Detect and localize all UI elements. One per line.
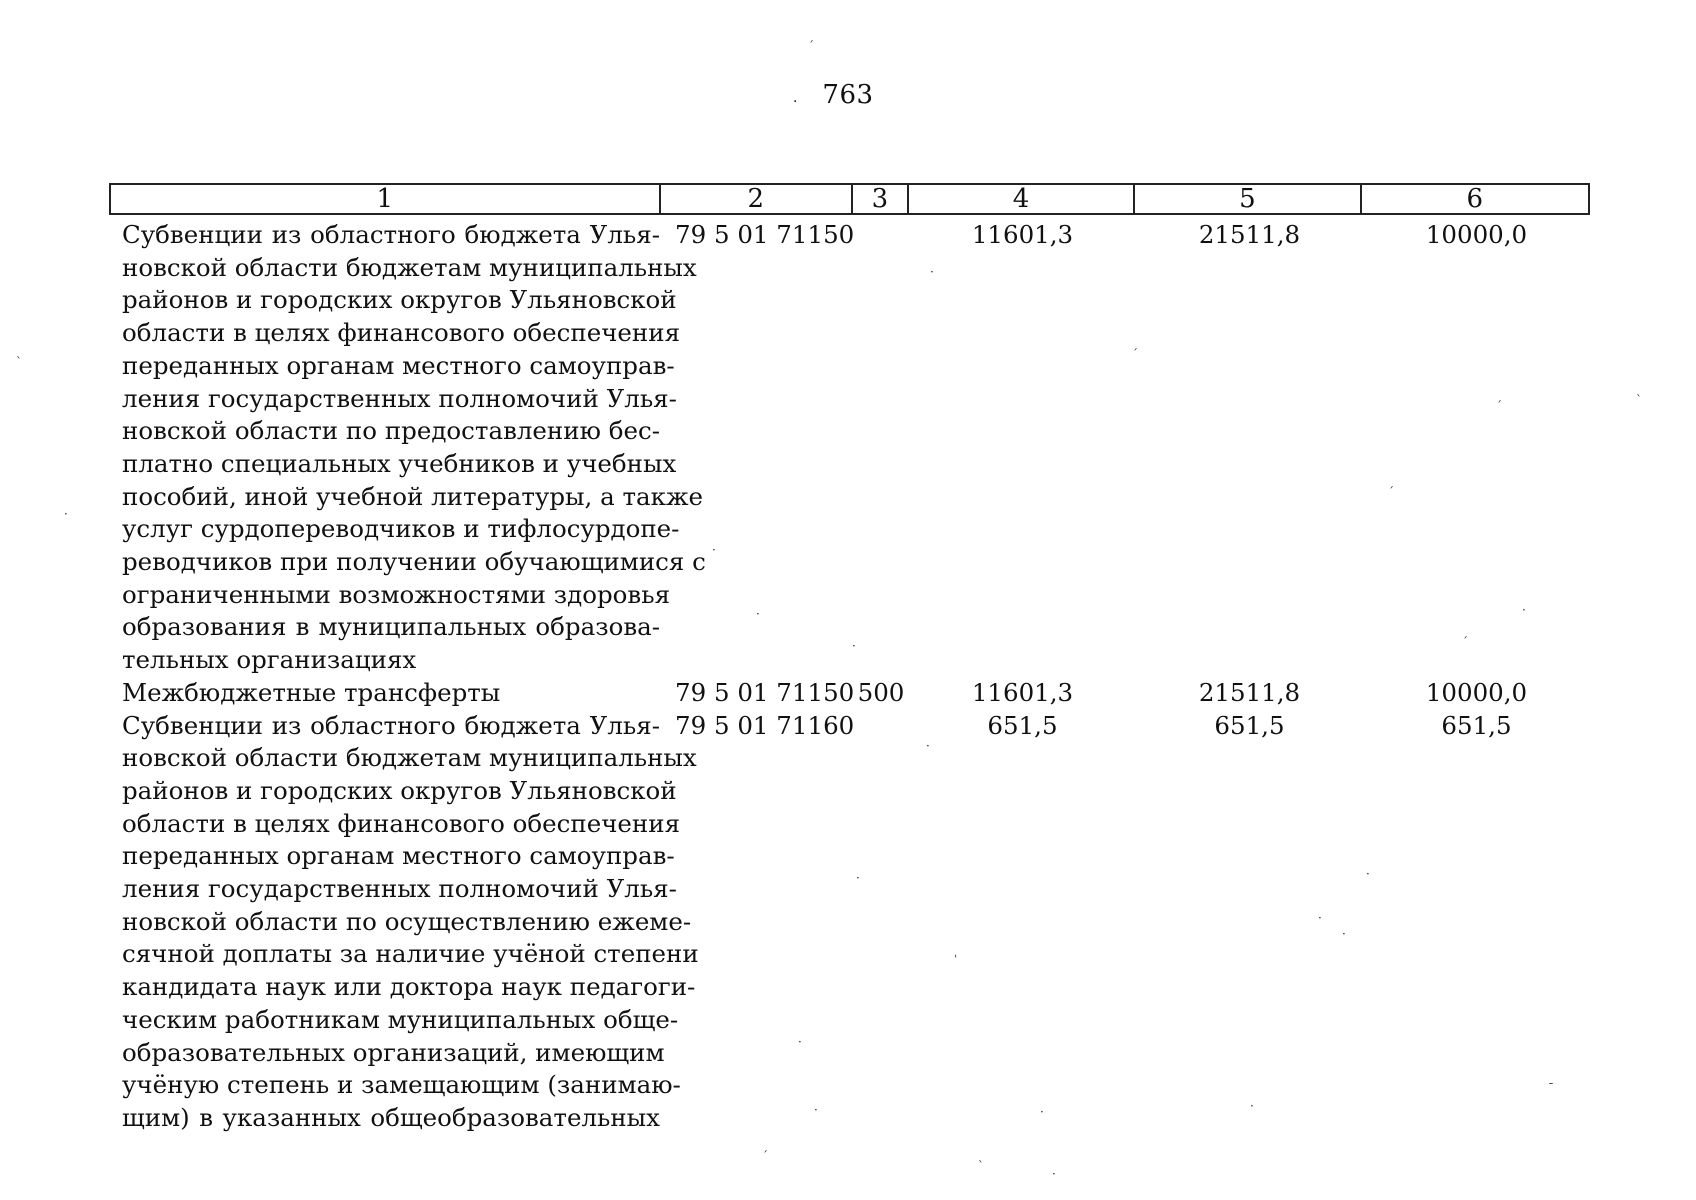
scan-speck: ·: [1342, 927, 1346, 941]
scan-speck: ·: [1040, 1105, 1044, 1119]
description-line: образовательных организаций, имеющим: [122, 1037, 665, 1067]
description-line: переданных органам местного самоуправ-: [122, 841, 675, 871]
header-col-6: 6: [1466, 184, 1484, 214]
scan-speck: ˉ: [1548, 1081, 1554, 1095]
description-line: новской области по предоставлению бес-: [122, 416, 660, 446]
row-code: 79 5 01 71150: [675, 677, 855, 707]
scan-speck: ˊ: [1496, 399, 1502, 413]
row-value-col4: 11601,3: [971, 677, 1074, 707]
header-col-5: 5: [1135, 185, 1361, 213]
description-line: переданных органам местного самоуправ-: [122, 350, 675, 380]
scan-speck: ·: [1250, 1099, 1254, 1113]
row-vr: [853, 710, 909, 1135]
scan-speck: ˊ: [1132, 347, 1138, 361]
description-line: области в целях финансового обеспечения: [122, 808, 681, 838]
description-line: районов и городских округов Ульяновской: [122, 775, 677, 805]
scan-speck: ·: [1522, 603, 1526, 617]
description-line: ления государственных полномочий Улья-: [122, 874, 677, 904]
scan-speck: ˋ: [16, 355, 22, 369]
scan-speck: ·: [852, 639, 856, 653]
scan-speck: ·: [756, 607, 760, 621]
description-line: новской области бюджетам муниципальных: [122, 743, 697, 773]
scan-speck: ˋ: [978, 1159, 984, 1173]
scan-speck: ·: [798, 1035, 802, 1049]
row-code: 79 5 01 71150: [675, 220, 855, 249]
description-line: услуг сурдопереводчиков и тифлосурдопе-: [122, 514, 680, 544]
row-value-col4: 651,5: [987, 710, 1058, 740]
row-vr: [853, 219, 909, 677]
row-description: [122, 677, 660, 710]
description-line: ческим работникам муниципальных обще-: [122, 1004, 679, 1034]
scan-speck: ·: [926, 739, 930, 753]
header-col-1: 1: [111, 185, 661, 213]
scan-speck: ˊ: [1388, 485, 1394, 499]
scan-speck: ·: [1366, 867, 1370, 881]
scan-speck: ·: [1052, 1167, 1056, 1181]
row-code: 79 5 01 71160: [675, 710, 855, 740]
row-value-col5: 21511,8: [1198, 220, 1301, 249]
description-line: пособий, иной учебной литературы, а также: [122, 481, 703, 511]
scan-speck: ˊ: [1462, 635, 1468, 649]
scan-speck: ˈ: [954, 953, 958, 967]
description-line: ления государственных полномочий Улья-: [122, 383, 677, 413]
description-line: районов и городских округов Ульяновской: [122, 285, 677, 315]
header-col-2: 2: [661, 185, 853, 213]
scan-speck: ·: [64, 507, 68, 521]
table-row: [109, 219, 1590, 677]
row-vr: 500: [857, 677, 905, 707]
description-line: образования в муниципальных образова-: [122, 612, 660, 642]
row-description: [122, 710, 699, 1135]
row-value-col4: 11601,3: [971, 220, 1074, 249]
row-value-col6: 10000,0: [1425, 677, 1528, 707]
budget-table-body: [109, 219, 1590, 1135]
description-line: платно специальных учебников и учебных: [122, 448, 677, 478]
row-description: [122, 219, 706, 677]
scan-speck: ·: [856, 871, 860, 885]
description-line: Субвенции из областного бюджета Улья-: [122, 220, 660, 249]
description-line: учёную степень и замещающим (занимаю-: [122, 1070, 681, 1100]
scan-speck: ·: [1318, 911, 1322, 925]
row-value-col6: 10000,0: [1425, 220, 1528, 249]
header-col-3: 3: [853, 185, 909, 213]
table-row: [109, 710, 1590, 1135]
scan-speck: ˊ: [762, 1149, 768, 1163]
scan-speck: ·: [930, 265, 934, 279]
description-line: тельных организациях: [122, 645, 417, 675]
row-value-col5: 651,5: [1214, 710, 1285, 740]
row-value-col6: 651,5: [1441, 710, 1512, 740]
scan-speck: ˋ: [1636, 393, 1642, 407]
row-value-col5: 21511,8: [1198, 677, 1301, 707]
speck: ·: [793, 94, 798, 110]
description-line: области в целях финансового обеспечения: [122, 318, 681, 348]
table-row: [109, 677, 1590, 710]
description-line: щим) в указанных общеобразовательных: [122, 1102, 660, 1132]
column-number-header: [109, 183, 1590, 215]
scan-speck: ˊ: [808, 39, 814, 53]
description-line: Межбюджетные трансферты: [122, 677, 501, 707]
description-line: новской области по осуществлению ежеме-: [122, 906, 692, 936]
page-number-text: 763: [822, 80, 874, 110]
description-line: новской области бюджетам муниципальных: [122, 252, 697, 282]
description-line: реводчиков при получении обучающимися с: [122, 547, 706, 577]
scan-speck: ·: [712, 543, 716, 557]
description-line: кандидата наук или доктора наук педагоги-: [122, 972, 696, 1002]
description-line: сячной доплаты за наличие учёной степени: [122, 939, 699, 969]
description-line: ограниченными возможностями здоровья: [122, 579, 671, 609]
description-line: Субвенции из областного бюджета Улья-: [122, 710, 660, 740]
header-col-4: 4: [909, 185, 1135, 213]
scan-speck: ·: [814, 1103, 818, 1117]
page-number: [0, 80, 1696, 110]
